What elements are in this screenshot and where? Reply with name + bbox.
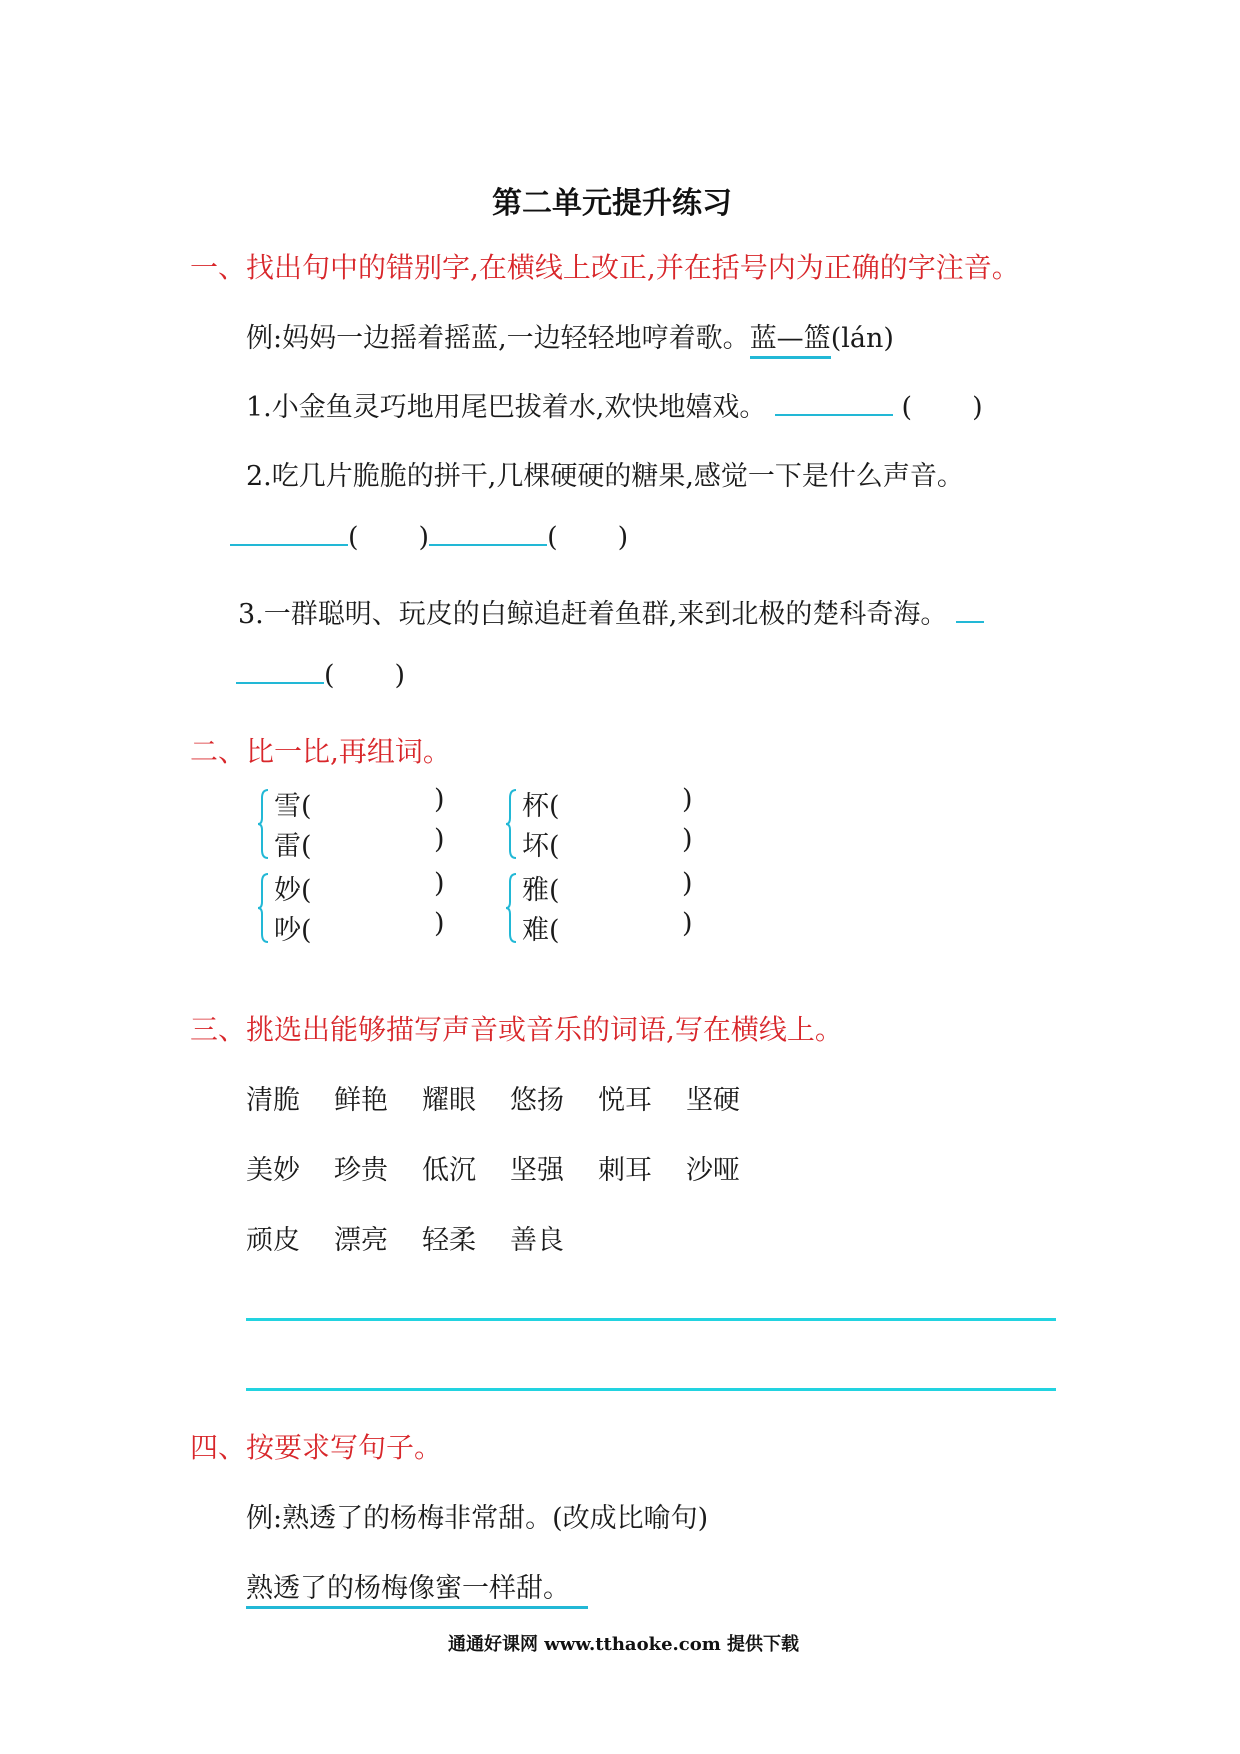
word-option[interactable]: 清脆 [246, 1085, 300, 1116]
pinyin-paren[interactable]: ( ) [547, 522, 629, 553]
word-option[interactable]: 鲜艳 [334, 1085, 388, 1116]
pair-row[interactable]: 雷( ) [274, 824, 445, 862]
word-option[interactable]: 悠扬 [510, 1085, 564, 1116]
pair-row[interactable]: 雪( ) [274, 784, 445, 822]
word-option[interactable]: 坚强 [510, 1155, 564, 1186]
example-pinyin: (lán) [830, 323, 894, 354]
example-answer: 蓝—篮 [750, 323, 831, 359]
section1-example [246, 316, 894, 355]
word-option[interactable]: 坚硬 [686, 1085, 740, 1116]
word-option[interactable]: 顽皮 [246, 1225, 300, 1256]
pair-row[interactable]: 坏( ) [522, 824, 693, 862]
answer-blank[interactable] [956, 621, 984, 623]
footer-credit: 通通好课网 www.tthaoke.com 提供下载 [448, 1634, 800, 1655]
question-2-answers [230, 522, 628, 553]
char-pair [506, 868, 706, 948]
answer-line[interactable] [246, 1388, 1056, 1391]
word-option[interactable]: 耀眼 [422, 1085, 476, 1116]
word-option[interactable]: 善良 [510, 1225, 564, 1256]
word-option[interactable]: 悦耳 [598, 1085, 652, 1116]
pinyin-paren[interactable]: ( ) [324, 660, 406, 691]
word-option[interactable]: 漂亮 [334, 1225, 388, 1256]
section2-heading: 二、比一比,再组词。 [190, 735, 451, 768]
word-option[interactable]: 沙哑 [686, 1155, 740, 1186]
section4-example: 例:熟透了的杨梅非常甜。(改成比喻句) [246, 1503, 709, 1534]
question-3-answers [236, 660, 405, 691]
section3-heading: 三、挑选出能够描写声音或音乐的词语,写在横线上。 [190, 1013, 843, 1046]
page-title: 第二单元提升练习 [492, 186, 732, 221]
answer-blank[interactable] [429, 544, 547, 546]
answer-line[interactable] [246, 1318, 1056, 1321]
question-2 [246, 454, 964, 493]
word-option[interactable]: 珍贵 [334, 1155, 388, 1186]
pair-row[interactable]: 杯( ) [522, 784, 693, 822]
question-1-text: 1.小金鱼灵巧地用尾巴拔着水,欢快地嬉戏。 [246, 392, 767, 423]
char-pair [506, 784, 706, 864]
brace-icon [506, 872, 518, 944]
pair-row[interactable]: 难( ) [522, 908, 693, 946]
pair-row[interactable]: 吵( ) [274, 908, 445, 946]
word-option[interactable]: 低沉 [422, 1155, 476, 1186]
pair-row[interactable]: 雅( ) [522, 868, 693, 906]
pinyin-paren[interactable]: ( ) [348, 522, 430, 553]
brace-icon [258, 872, 270, 944]
section4-example-answer [246, 1566, 588, 1605]
question-3 [238, 592, 984, 631]
brace-icon [506, 788, 518, 860]
example-answer: 熟透了的杨梅像蜜一样甜。 [246, 1573, 588, 1609]
question-1 [246, 385, 983, 424]
section1-heading: 一、找出句中的错别字,在横线上改正,并在括号内为正确的字注音。 [190, 251, 1020, 284]
word-option[interactable]: 美妙 [246, 1155, 300, 1186]
char-pair [258, 868, 458, 948]
example-sentence: 例:妈妈一边摇着摇蓝,一边轻轻地哼着歌。 [246, 323, 750, 354]
pinyin-paren[interactable]: ( ) [901, 392, 983, 423]
answer-blank[interactable] [775, 414, 893, 416]
word-option[interactable]: 刺耳 [598, 1155, 652, 1186]
word-option[interactable]: 轻柔 [422, 1225, 476, 1256]
question-3-text: 3.一群聪明、玩皮的白鲸追赶着鱼群,来到北极的楚科奇海。 [238, 599, 948, 630]
question-2-text: 2.吃几片脆脆的拼干,几棵硬硬的糖果,感觉一下是什么声音。 [246, 461, 964, 492]
section4-heading: 四、按要求写句子。 [190, 1431, 443, 1464]
brace-icon [258, 788, 270, 860]
answer-blank-continued[interactable] [236, 682, 324, 684]
pair-row[interactable]: 妙( ) [274, 868, 445, 906]
char-pair [258, 784, 458, 864]
answer-blank[interactable] [230, 544, 348, 546]
